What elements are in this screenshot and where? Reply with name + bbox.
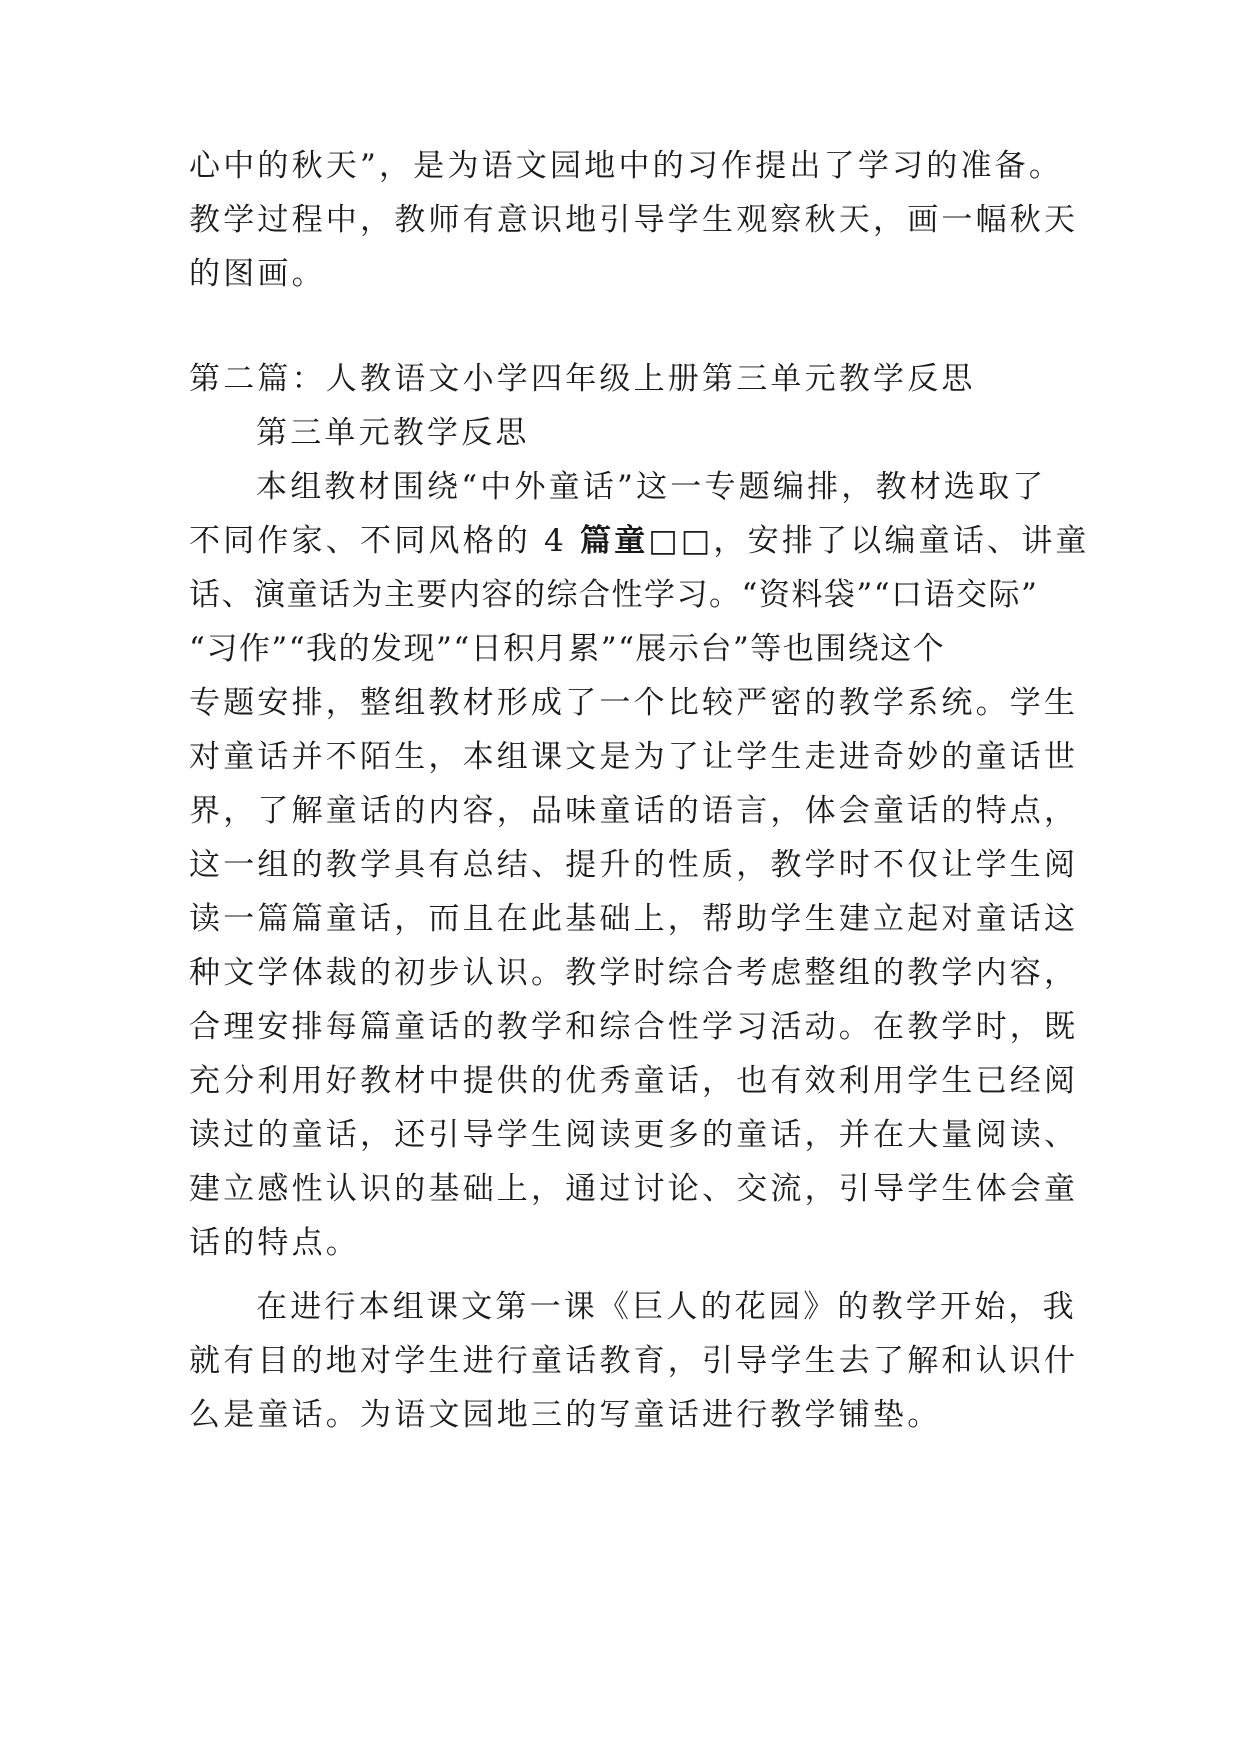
text-line: 读一篇篇童话，而且在此基础上，帮助学生建立起对童话这 — [189, 901, 1079, 937]
text-line: 本组教材围绕“中外童话”这一专题编排，教材选取了 — [256, 469, 1047, 505]
text-line: 心中的秋天”，是为语文园地中的习作提出了学习的准备。 — [189, 148, 1064, 184]
section-heading: 第二篇：人教语文小学四年级上册第三单元教学反思 — [189, 361, 976, 397]
text-line: 的图画。 — [189, 256, 326, 292]
text-line: 就有目的地对学生进行童话教育，引导学生去了解和认识什 — [189, 1343, 1079, 1379]
text-line: 对童话并不陌生，本组课文是为了让学生走进奇妙的童话世 — [189, 739, 1079, 775]
text-line: 教学过程中，教师有意识地引导学生观察秋天，画一幅秋天 — [189, 202, 1079, 238]
text-line: 话、演童话为主要内容的综合性学习。“资料袋”“口语交际” — [189, 577, 1039, 613]
text-line: 种文学体裁的初步认识。教学时综合考虑整组的教学内容， — [189, 955, 1079, 991]
text-line: 这一组的教学具有总结、提升的性质，教学时不仅让学生阅 — [189, 847, 1079, 883]
bold-text-span: 篇童□□ — [580, 523, 714, 559]
text-line: 建立感性认识的基础上，通过讨论、交流，引导学生体会童 — [189, 1171, 1079, 1207]
text-line: “习作”“我的发现”“日积月累”“展示台”等也围绕这个 — [189, 631, 946, 667]
text-line: 充分利用好教材中提供的优秀童话，也有效利用学生已经阅 — [189, 1063, 1079, 1099]
text-line: 专题安排，整组教材形成了一个比较严密的教学系统。学生 — [189, 685, 1079, 721]
text-span: ，安排了以编童话、讲童 — [713, 523, 1090, 559]
text-line: 在进行本组课文第一课《巨人的花园》的教学开始，我 — [256, 1289, 1077, 1325]
text-line: 话的特点。 — [189, 1225, 360, 1261]
text-line: 么是童话。为语文园地三的写童话进行教学铺垫。 — [189, 1397, 942, 1433]
text-line: 界，了解童话的内容，品味童话的语言，体会童话的特点， — [189, 793, 1079, 829]
text-line: 读过的童话，还引导学生阅读更多的童话，并在大量阅读、 — [189, 1117, 1079, 1153]
text-line: 合理安排每篇童话的教学和综合性学习活动。在教学时，既 — [189, 1009, 1079, 1045]
text-span: 不同作家、不同风格的 4 — [189, 523, 581, 559]
text-line — [189, 521, 1090, 561]
subheading: 第三单元教学反思 — [256, 415, 530, 451]
